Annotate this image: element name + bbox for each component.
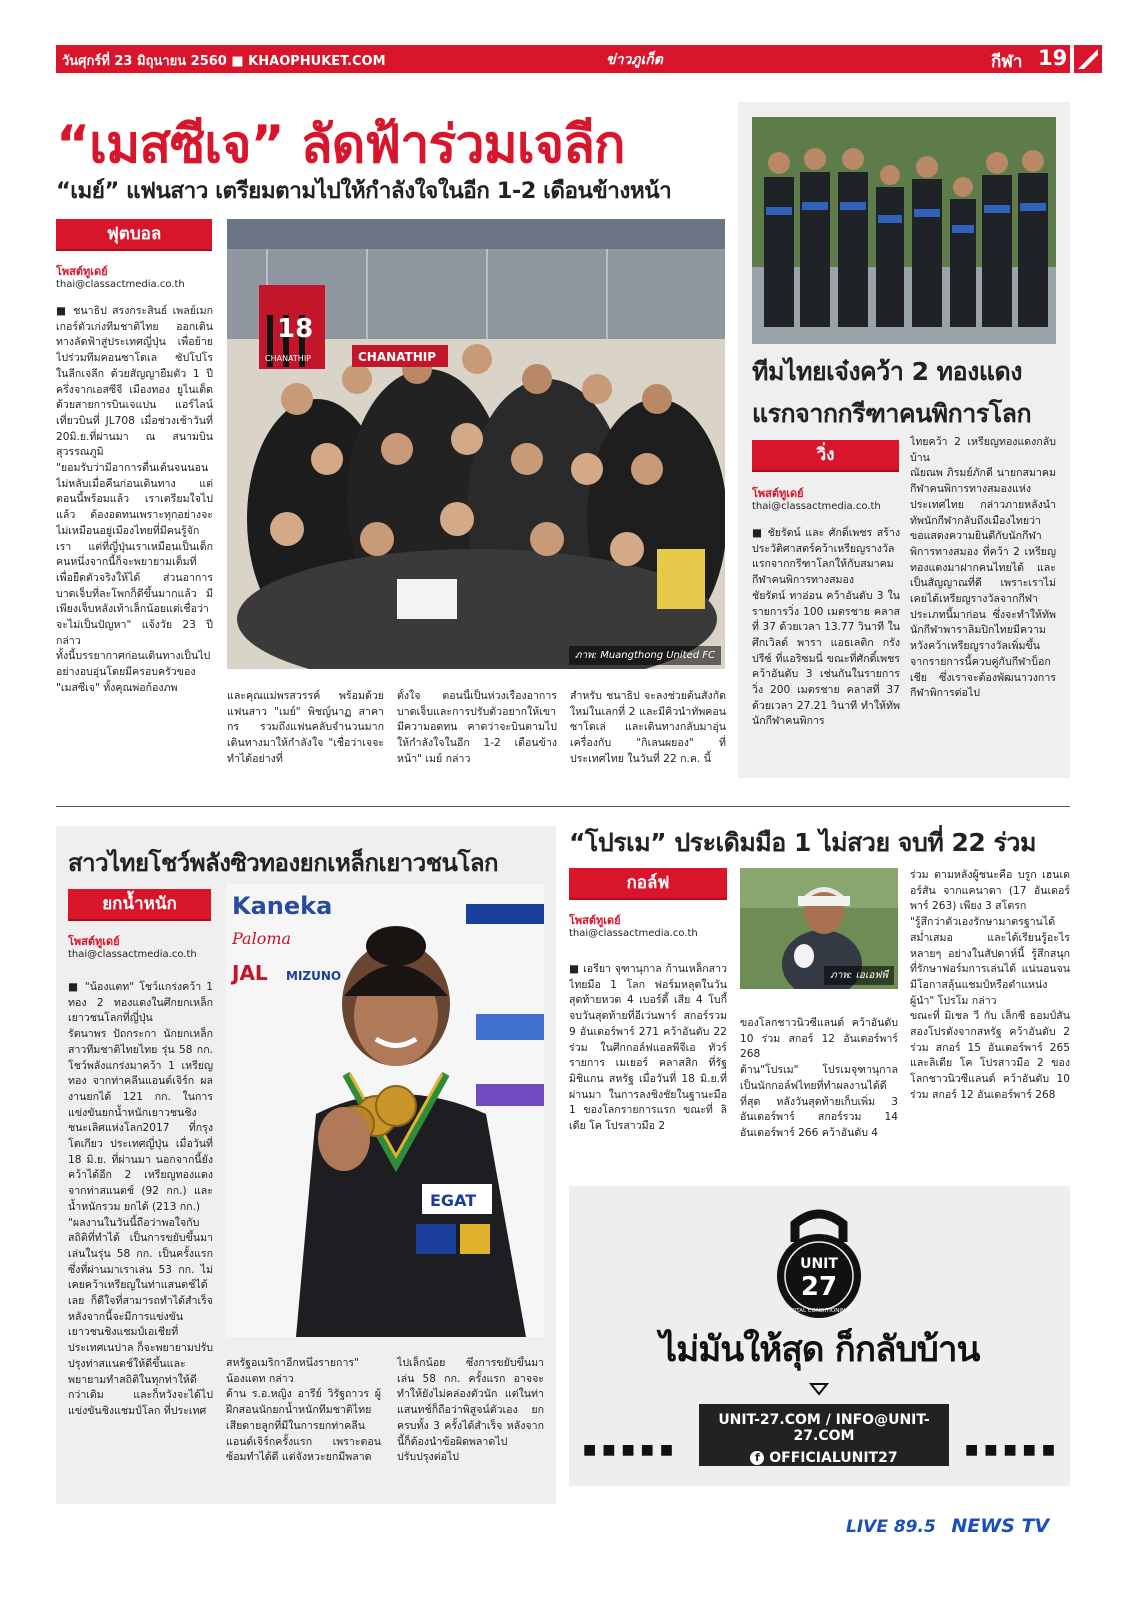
article3-paragraph: สหรัฐอเมริกาอีกหนึ่งรายการ" น้องแตท กล่าว xyxy=(226,1357,359,1385)
article1-paragraph: ■ ชนาธิป สรงกระสินธ์ เพลย์เมกเกอร์ตัวเก่งทีมชาติไทย ออกเดินทางลัดฟ้าสู่ประเทศญี่ปุ่น เพื่อย้ายไปร่วมทีมคอนซาโดเล ซัปโปโร ในลีกเจลีก ด้วยสัญญายืมตัว 1 ปีครึ่งจากเอสซีจี เมืองทอง ยูไนเต็ด ด้วยสายการบินเจแปน แอร์ไลน์ เที่ยวบินที่ JL708 เมื่อช่วงเช้าวันที่ 20มิ.ย.ที่ผ่านมา ณ สนามบินสุวรรณภูมิ xyxy=(56,305,213,459)
article1-section-tag: ฟุตบอล xyxy=(56,219,212,251)
article1-paragraph: "ยอมรับว่ามีอาการตื่นเต้นจนนอนไม่หลับเมื่อคืนก่อนเดินทาง แต่ตอนนี้พร้อมแล้ว เราเตรียมใจไปแล้ว ต้องอดทนเพราะทุกอย่างจะไม่เหมือนอยู่เมืองไทยที่มีคนรู้จักเรา แต่ที่ญี่ปุ่นเราเหมือนเป็นเด็กคนหนึ่งจากนี้ก็จะพยายามเต็มที่เพื่อยืดตัวจริงให้ได้ ส่วนอาการบาดเจ็บที่ละโพกก็ดีขึ้นมากแล้ว มีเพียงเจ็บหลังเท้าเล็กน้อยแต่เชื่อว่าจะไม่เป็นปัญหา" แจ้งวัย 23 ปีกล่าว xyxy=(56,462,213,647)
section-divider xyxy=(56,806,1070,807)
article1-paragraph: สำหรับ ชนาธิป จะลงช่วยต้นสังกัดใหม่ในเลกที่ 2 และมีคิวนำทัพคอนซาโดเล่ และเดินทางกลับมาอุ่นเครื่องกับ "กิเลนผยอง" ที่ประเทศไทย ในวันที่ 22 ก.ค. นี้ xyxy=(570,690,726,765)
section-name: กีฬา xyxy=(991,52,1023,72)
article4-paragraph: ■ เอรียา จุฑานุกาล ก้านเหล็กสาวไทยมือ 1 โลก ฟอร์มหลุดในวันสุดท้ายหวด 4 เบอร์ดี้ เสีย 4 โบกี้ จบวันสุดท้ายที่อีเว่นพาร์ สกอร์รวม 9 อันเดอร์พาร์ 271 คว้าอันดับ 22 ร่วม ในศึกกอล์ฟแอลพีจีเอ ทัวร์ รายการ เมเยอร์ คลาสสิก ที่รัฐมิชิแกน สหรัฐ เมื่อวันที่ 18 มิ.ย.ที่ผ่านมา ในการลงชิงชัยในฐานะมือ 1 ของโลกรายการแรก ขณะที่ ลิเดีย โค โปรสาวมือ 2 xyxy=(569,963,727,1133)
article1-byline-name: โพสต์ทูเดย์ xyxy=(56,265,108,278)
jersey-name: CHANATHIP xyxy=(265,354,311,363)
ad-social-handle: OFFICIALUNIT27 xyxy=(769,1450,898,1466)
article2-paragraph: ชัยรัตน์ ทาอ่อน คว้าอันดับ 3 ในรายการวิ่ง 100 เมตรชาย คลาสที่ 37 ด้วยเวลา 13.77 วินาที ในศึกเวิลด์ พารา แอธเลติก กรังปรีซ์ ที่แอริซมนี่ ขณะที่ศักดิ์เพชรคว้าอันดับ 3 เช่นกันในรายการวิ่ง 200 เมตรชาย คลาสที่ 37 ด้วยเวลา 27.21 วินาที ทำให้ทัพนักกีฬาคนพิการ xyxy=(752,589,900,728)
article4-byline-name: โพสต์ทูเดย์ xyxy=(569,914,621,927)
article2-paragraph: ไทยคว้า 2 เหรียญทองแดงกลับบ้าน xyxy=(910,436,1056,464)
article3-section-tag: ยกน้ำหนัก xyxy=(68,889,211,921)
jacket-logo: EGAT xyxy=(430,1191,477,1210)
article1-photo-fans xyxy=(227,219,725,669)
article2-photo-team xyxy=(752,117,1056,344)
article3-col3 xyxy=(397,1356,544,1502)
article3-paragraph: ■ "น้องแตท" โชว์แกร่งคว้า 1 ทอง 2 ทองแดงในศึกยกเหล็กเยาวชนโลกที่ญี่ปุ่น xyxy=(68,981,213,1025)
ad-logo-word: UNIT xyxy=(800,1256,838,1272)
article3-byline-email: thai@classactmedia.co.th xyxy=(68,949,197,960)
article1-byline xyxy=(56,265,221,291)
article4-paragraph: ของโลกชาวนิวซีแลนด์ คว้าอันดับ 10 ร่วม สกอร์ 12 อันเดอร์พาร์ 268 xyxy=(740,1017,898,1061)
article4-col3 xyxy=(910,868,1070,1174)
article2-byline-email: thai@classactmedia.co.th xyxy=(752,501,881,512)
article3-headline: สาวไทยโชว์พลังซิวทองยกเหล็กเยาวชนโลก xyxy=(68,849,499,877)
article1-col2 xyxy=(227,689,384,782)
unit27-advertisement[interactable] xyxy=(569,1186,1070,1486)
article1-col4 xyxy=(570,689,726,782)
footer-logos xyxy=(846,1515,1049,1537)
ad-website-email[interactable]: UNIT-27.COM / INFO@UNIT-27.COM xyxy=(718,1412,930,1444)
newspaper-logo: ข่าวภูเก็ต xyxy=(606,52,663,68)
facebook-icon: f xyxy=(750,1451,764,1465)
article2-paragraph: ■ ชัยรัตน์ และ ศักดิ์เพชร สร้างประวัติศาสตร์คว้าเหรียญรางวัลแรกจากกรีฑาโลกให้กับสมาคมกีฬาคนพิการทางสมอง xyxy=(752,527,900,587)
article4-paragraph: ขณะที่ มิเชล วี กับ เล็กซี ธอมป์สัน สองโปรดังจากสหรัฐ คว้าอันดับ 2 ร่วม สกอร์ 15 อันเดอร์พาร์ 265 และลิเดีย โค โปรสาวมือ 2 ของโลกชาวนิวซีแลนด์ คว้าอันดับ 10 ร่วม สกอร์ 12 อันเดอร์พาร์ 268 xyxy=(910,1010,1070,1101)
article3-paragraph: "ผลงานในวันนี้ถือว่าพอใจกับสถิติที่ทำได้ เป็นการขยับขึ้นมาเล่นในรุ่น 58 กก. เป็นครั้งแรก ซึ่งที่ผ่านมาเราเล่น 53 กก. ไม่เคยคว้าเหรียญในท่าแสนตช์ได้เลย ก็ดีใจที่สามารถทำได้สำเร็จ หลังจากนี้จะมีการแข่งขันเยาวชนชิงแชมป์เอเชียที่ประเทศเนปาล ก็จะพยายามปรับปรุงท่าสแนตช์ให้ดีขึ้นและพยายามทำสถิติในทุกท่าให้ดีกว่าเดิม และก็หวังจะได้ไปแข่งขันชิงแชมป์โลก ที่ประเทศ xyxy=(68,1216,213,1417)
article1-col3 xyxy=(397,689,557,782)
article4-paragraph: "รู้สึกว่าตัวเองรักษามาตรฐานได้สม่ำเสมอ และได้เรียนรู้อะไรหลายๆ อย่างในสัปดาห์นี้ รู้สึกสนุกที่รักษาฟอร์มการเล่นได้ แน่นอนจนมีโอกาสลุ้นแชมป์หรือตำแหน่งผู้นำ" โปรโม กล่าว xyxy=(910,916,1070,1007)
article1-byline-email: thai@classactmedia.co.th xyxy=(56,279,185,290)
article1-photo-credit: ภาพ: Muangthong United FC xyxy=(569,646,721,665)
article3-byline xyxy=(68,935,218,961)
page-number: 19 xyxy=(1038,46,1068,70)
article4-paragraph: ร่วม ตามหลังผู้ชนะคือ บรูก เฮนเดอร์สัน จากแคนาดา (17 อันเดอร์พาร์ 263) เพียง 3 สโตรก xyxy=(910,869,1070,913)
news-tv-logo: NEWS TV xyxy=(951,1515,1050,1537)
ad-decoration-right: ■■■■■ xyxy=(965,1442,1062,1458)
article2-headline-line2: แรกจากกรีฑาคนพิการโลก xyxy=(752,399,1032,428)
article4-col1 xyxy=(569,962,727,1174)
article3-col2 xyxy=(226,1356,381,1502)
down-triangle-icon xyxy=(809,1382,829,1396)
article2-headline-line1: ทีมไทยเจ๋งคว้า 2 ทองแดง xyxy=(752,357,1022,386)
backdrop-brand: Paloma xyxy=(232,929,292,948)
article3-col1 xyxy=(68,980,213,1502)
article4-byline-email: thai@classactmedia.co.th xyxy=(569,928,698,939)
article3-paragraph: ด้าน ร.อ.หญิง อารีย์ วิรัฐถาวร ผู้ฝึกสอนนักยกน้ำหนักทีมชาติไทย เสียดายลูกที่มีในการยกท่าคลีนแอนด์เจิร์กครั้งแรก เพราะตอนซ้อมทำได้ดี แต่จังหวะยกมีพลาด xyxy=(226,1388,381,1464)
backdrop-brand: Kaneka xyxy=(232,892,333,920)
lifter-illustration xyxy=(226,884,544,1337)
article3-paragraph: ไปเล็กน้อย ซึ่งการขยับขึ้นมาเล่น 58 กก. ครั้งแรก อาจจะทำให้ยังไม่คล่องตัวนัก แต่ในท่าแสนทช์ก็ถือว่าพิสูจน์ตัวเอง ยกครบทั้ง 3 ครั้งได้สำเร็จ หลังจากนี้ก็ต้องนำข้อผิดพลาดไปปรับปรุงต่อไป xyxy=(397,1357,544,1464)
article2-byline-name: โพสต์ทูเดย์ xyxy=(752,487,804,500)
jersey-number: 18 xyxy=(277,314,314,344)
issue-date-site: วันศุกร์ที่ 23 มิถุนายน 2560 ■ KHAOPHUKET.COM xyxy=(62,54,386,69)
team-group-illustration xyxy=(752,117,1056,344)
article4-byline xyxy=(569,914,727,940)
ad-slogan: ไม่มันให้สุด ก็กลับบ้าน xyxy=(659,1330,980,1370)
page-header-bar xyxy=(56,45,1070,73)
article1-headline: “เมสซีเจ” ลัดฟ้าร่วมเจลีก xyxy=(56,115,625,175)
article4-section-tag: กอล์ฟ xyxy=(569,868,727,900)
article2-section-tag: วิ่ง xyxy=(752,440,899,472)
corner-arrow-icon xyxy=(1074,45,1102,73)
backdrop-brand: MIZUNO xyxy=(286,969,342,983)
article1-col1 xyxy=(56,304,213,782)
ad-contact-box[interactable] xyxy=(699,1404,949,1466)
kettlebell-logo-icon xyxy=(759,1202,879,1322)
article1-paragraph: ตั้งใจ ตอนนี้เป็นห่วงเรื่องอาการบาดเจ็บและการปรับตัวอยากให้เขามีความอดทน คาดว่าจะบินตามไปให้กำลังใจในอีก 1-2 เดือนข้างหน้า" เมย์ กล่าว xyxy=(397,690,557,765)
article2-col2 xyxy=(910,435,1056,765)
fans-group-illustration xyxy=(227,219,725,669)
article3-photo-lifter xyxy=(226,884,544,1337)
article2-col1 xyxy=(752,526,900,764)
ad-logo-number: 27 xyxy=(800,1272,838,1302)
ad-logo-tagline: TOTAL CONDITIONING xyxy=(788,1308,850,1314)
article1-subhead: “เมย์” แฟนสาว เตรียมตามไปให้กำลังใจในอีก 1-2 เดือนข้างหน้า xyxy=(56,178,672,204)
live-radio-logo: LIVE 89.5 xyxy=(846,1517,936,1537)
article3-paragraph: รัตนาพร ปัถกระกา นักยกเหล็กสาวทีมชาติไทยไทย รุ่น 58 กก. โชว์พลังแกร่งมาคว้า 1 เหรียญทอง จากท่าคลีนแอนด์เจิร์ก ผลงานยกได้ 121 กก. ในการแข่งขันยกน้ำหนักเยาวชนชิงชนะเลิศแห่งโลก2017 ที่กรุงโตเกียว ประเทศญี่ปุ่น เมื่อวันที่ 18 มิ.ย. ที่ผ่านมา นอกจากนี้ยังคว้าได้อีก 2 เหรียญทองแดง จากท่าสแนตช์ (92 กก.) และน้ำหนักรวม ยกได้ (213 กก.) xyxy=(68,1028,213,1213)
ad-social[interactable] xyxy=(699,1450,949,1466)
ad-decoration-left: ■■■■■ xyxy=(583,1442,680,1458)
article4-headline: “โปรเม” ประเดิมมือ 1 ไม่สวย จบที่ 22 ร่วม xyxy=(569,828,1036,857)
backdrop-brand: JAL xyxy=(232,961,268,985)
article3-byline-name: โพสต์ทูเดย์ xyxy=(68,935,120,948)
article4-photo-credit: ภาพ: เอเอฟพี xyxy=(824,966,894,985)
article1-paragraph: ทั้งนี้บรรยากาศก่อนเดินทางเป็นไปอย่างอบอุ่นโดยมีครอบครัวของ "เมสซีเจ" ทั้งคุณพ่อก้องภพ xyxy=(56,650,211,694)
fan-banner: CHANATHIP xyxy=(358,350,437,364)
article1-paragraph: และคุณแม่พรสวรรค์ พร้อมด้วยแฟนสาว "เมย์" พิชญ์นาฏ สาคากร รวมถึงแฟนคลับจำนวนมากเดินทางมาให้กำลังใจ "เชื่อว่าเจจะทำได้อย่างที่ xyxy=(227,690,384,765)
article4-photo-golfer xyxy=(740,868,898,989)
article4-col2 xyxy=(740,1016,898,1174)
article4-paragraph: ด้าน"โปรเม" โปรเมจุฑานุกาล เป็นนักกอล์ฟไทยที่ทำผลงานได้ดีที่สุด หลังวันสุดท้ายเก็บเพิ่ม 3 อันเดอร์พาร์ สกอร์รวม 14 อันเดอร์พาร์ 266 คว้าอันดับ 4 xyxy=(740,1064,898,1139)
article2-byline xyxy=(752,487,902,513)
article2-paragraph: ณัยณพ ภิรมย์ภักดี นายกสมาคมกีฬาคนพิการทางสมองแห่งประเทศไทย กล่าวภายหลังนำทัพนักกีฬากลับถึงเมืองไทยว่า ขอแสดงความยินดีกับนักกีฬาพิการทางสมอง ที่คว้า 2 เหรียญทองแดงมาฝากคนไทยได้ และเป็นสัญญาณที่ดี เพราะเราไม่เคยได้เหรียญรางวัลจากกีฬาประเภทนี้มาก่อน ซึ่งจะทำให้ทัพนักกีฬาพาราลิมปิกไทยมีความหวังคว้าเหรียญรางวัลเพิ่มขึ้นจากรายการนี้ควบคู่กับกีฬาบ็อกเชีย ซึ่งเราจะต้องพัฒนาวงการกีฬาพิการต่อไป xyxy=(910,467,1056,700)
